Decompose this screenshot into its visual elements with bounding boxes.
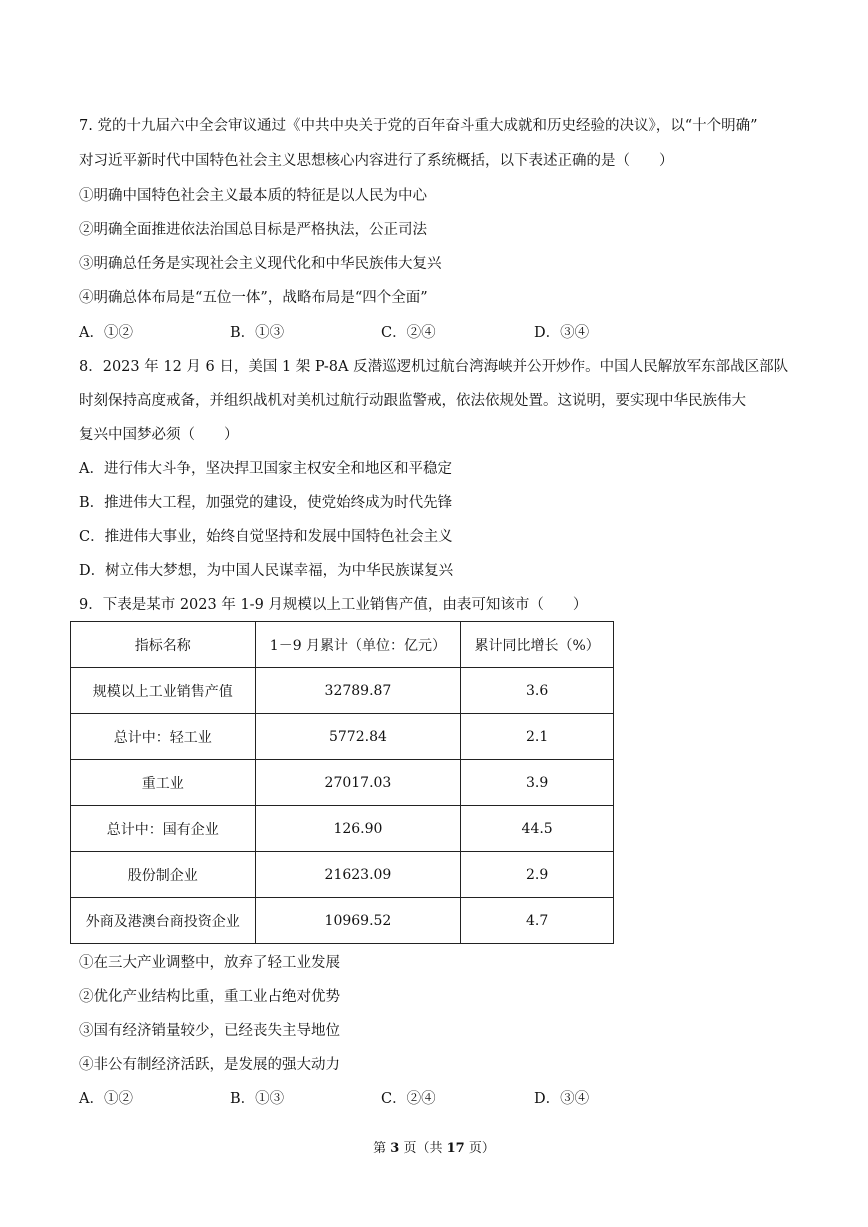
q8-stem-line-3: 复兴中国梦必须（ ） [79, 427, 239, 443]
q9-statement-4: ④非公有制经济活跃，是发展的强大动力 [79, 1057, 340, 1073]
q9-option-a[interactable]: A．①② [79, 1091, 133, 1107]
table-row [71, 668, 614, 714]
table-cell: 规模以上工业销售产值 [71, 668, 256, 714]
footer-prefix: 第 [373, 1141, 391, 1156]
table-header-row [71, 622, 614, 668]
q7-option-c[interactable]: C．②④ [381, 325, 436, 341]
q7-option-b[interactable]: B．①③ [230, 325, 285, 341]
table-cell: 外商及港澳台商投资企业 [71, 898, 256, 944]
table-cell: 总计中：轻工业 [71, 714, 256, 760]
table-cell: 44.5 [461, 806, 614, 852]
table-cell: 3.9 [461, 760, 614, 806]
q7-statement-4: ④明确总体布局是“五位一体”，战略布局是“四个全面” [79, 290, 428, 306]
q7-statement-1: ①明确中国特色社会主义最本质的特征是以人民为中心 [79, 188, 427, 204]
q8-stem-line-2: 时刻保持高度戒备，并组织战机对美机过航行动跟监警戒，依法依规处置。这说明，要实现中华民族伟大 [79, 393, 746, 409]
q8-option-d[interactable]: D．树立伟大梦想，为中国人民谋幸福，为中华民族谋复兴 [79, 563, 454, 579]
table-cell: 5772.84 [255, 714, 461, 760]
table-cell: 3.6 [461, 668, 614, 714]
table-row [71, 714, 614, 760]
table-cell: 27017.03 [255, 760, 461, 806]
q9-option-b[interactable]: B．①③ [230, 1091, 285, 1107]
page-number: 3 [390, 1141, 400, 1156]
table-cell: 总计中：国有企业 [71, 806, 256, 852]
q7-stem-line-1: 7. 党的十九届六中全会审议通过《中共中央关于党的百年奋斗重大成就和历史经验的决议》，以“十个明确” [79, 118, 758, 134]
table-cell: 126.90 [255, 806, 461, 852]
q9-option-d[interactable]: D．③④ [534, 1091, 590, 1107]
q7-options [79, 323, 639, 343]
table-cell: 2.1 [461, 714, 614, 760]
table-cell: 21623.09 [255, 852, 461, 898]
q8-option-a[interactable]: A．进行伟大斗争，坚决捍卫国家主权安全和地区和平稳定 [79, 461, 452, 477]
footer-suffix: 页） [464, 1141, 495, 1156]
footer-middle: 页（共 [399, 1141, 447, 1156]
q7-stem-line-2: 对习近平新时代中国特色社会主义思想核心内容进行了系统概括，以下表述正确的是（ ） [79, 153, 674, 169]
q8-stem-line-1: 8．2023 年 12 月 6 日，美国 1 架 P-8A 反潜巡逻机过航台湾海峡并公开炒作。中国人民解放军东部战区部队 [79, 359, 789, 375]
table-cell: 32789.87 [255, 668, 461, 714]
q9-option-c[interactable]: C．②④ [381, 1091, 436, 1107]
table-cell: 重工业 [71, 760, 256, 806]
q7-option-d[interactable]: D．③④ [534, 325, 590, 341]
table-cell: 2.9 [461, 852, 614, 898]
q7-statement-3: ③明确总任务是实现社会主义现代化和中华民族伟大复兴 [79, 256, 442, 272]
table-header-cell: 累计同比增长（%） [461, 622, 614, 668]
table-row [71, 852, 614, 898]
table-cell: 4.7 [461, 898, 614, 944]
q9-statement-1: ①在三大产业调整中，放弃了轻工业发展 [79, 955, 340, 971]
page-footer [0, 1137, 868, 1156]
q8-option-c[interactable]: C．推进伟大事业，始终自觉坚持和发展中国特色社会主义 [79, 529, 453, 545]
q9-statement-2: ②优化产业结构比重，重工业占绝对优势 [79, 989, 340, 1005]
q9-options [79, 1089, 639, 1109]
q7-option-a[interactable]: A．①② [79, 325, 133, 341]
q7-statement-2: ②明确全面推进依法治国总目标是严格执法，公正司法 [79, 222, 427, 238]
table-header-cell: 指标名称 [71, 622, 256, 668]
table-row [71, 760, 614, 806]
table-header-cell: 1－9 月累计（单位：亿元） [255, 622, 461, 668]
q8-option-b[interactable]: B．推进伟大工程，加强党的建设，使党始终成为时代先锋 [79, 495, 453, 511]
table-cell: 股份制企业 [71, 852, 256, 898]
table-row [71, 898, 614, 944]
total-pages: 17 [446, 1141, 465, 1156]
q9-stem: 9．下表是某市 2023 年 1-9 月规模以上工业销售产值，由表可知该市（ ） [79, 597, 588, 613]
table-cell: 10969.52 [255, 898, 461, 944]
q9-data-table [70, 621, 614, 944]
table-row [71, 806, 614, 852]
q9-statement-3: ③国有经济销量较少，已经丧失主导地位 [79, 1023, 340, 1039]
